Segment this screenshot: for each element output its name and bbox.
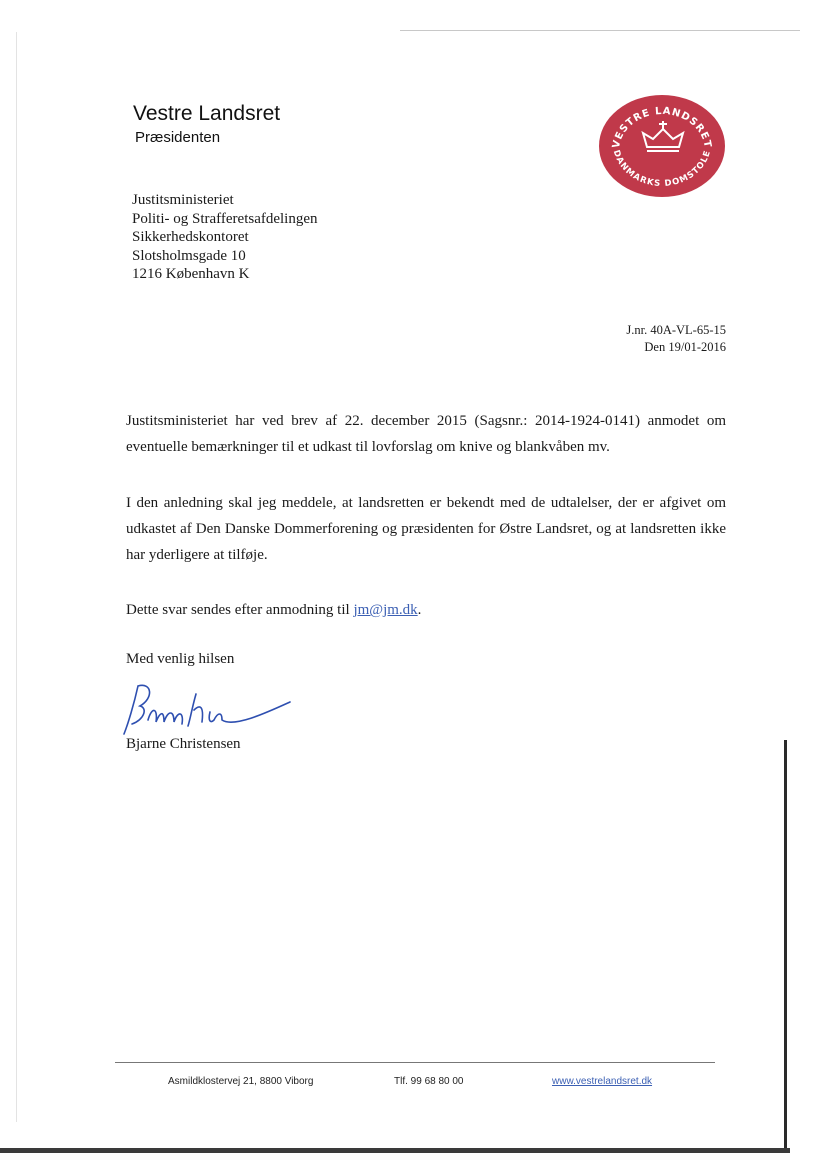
paragraph3-end: . bbox=[417, 602, 422, 618]
body-paragraph-1: Justitsministeriet har ved brev af 22. december 2015 (Sagsnr.: 2014-1924-0141) anmodet om eventuelle bemærkninger til et udkast til lovforslag om knive og blankvåben mv. bbox=[126, 413, 726, 455]
body-paragraph-2: I den anledning skal jeg meddele, at landsretten er bekendt med de udtalelser, der er afgivet om udkastet af Den Danske Dommerforening og præsidenten for Østre Landsret, og at landsretten ikke har yderligere at tilføje. bbox=[126, 495, 726, 563]
scan-edge-left bbox=[16, 32, 17, 1122]
seal-text-bottom: DANMARKS DOMSTOLE bbox=[610, 148, 714, 190]
signature-icon bbox=[118, 676, 298, 741]
court-subtitle: Præsidenten bbox=[135, 129, 221, 146]
address-line: 1216 København K bbox=[132, 266, 250, 282]
scan-edge-right bbox=[784, 740, 787, 1150]
scan-edge-top bbox=[400, 30, 800, 31]
letter-date: Den 19/01-2016 bbox=[644, 340, 726, 354]
closing-greeting: Med venlig hilsen bbox=[126, 651, 235, 667]
paragraph3-text: Dette svar sendes efter anmodning til bbox=[126, 602, 354, 618]
body-paragraph-3 bbox=[126, 597, 726, 623]
footer-phone: Tlf. 99 68 80 00 bbox=[394, 1076, 464, 1087]
address-line: Politi- og Strafferetsafdelingen bbox=[132, 210, 318, 227]
journal-number: J.nr. 40A-VL-65-15 bbox=[626, 323, 726, 337]
recipient-address bbox=[132, 191, 318, 284]
scan-edge-bottom bbox=[0, 1148, 790, 1153]
seal-text-top: VESTRE LANDSRET bbox=[610, 105, 714, 150]
reference-block bbox=[626, 322, 726, 356]
court-name: Vestre Landsret bbox=[133, 102, 281, 125]
email-link[interactable]: jm@jm.dk bbox=[353, 602, 418, 618]
footer-divider bbox=[115, 1062, 715, 1063]
address-line: Slotsholmsgade 10 bbox=[132, 247, 246, 264]
footer-address: Asmildklostervej 21, 8800 Viborg bbox=[168, 1076, 314, 1087]
court-seal-icon bbox=[597, 93, 727, 199]
address-line: Justitsministeriet bbox=[132, 192, 234, 208]
footer-website-link[interactable]: www.vestrelandsret.dk bbox=[552, 1076, 653, 1087]
signer-name: Bjarne Christensen bbox=[126, 736, 241, 752]
address-line: Sikkerhedskontoret bbox=[132, 229, 249, 245]
